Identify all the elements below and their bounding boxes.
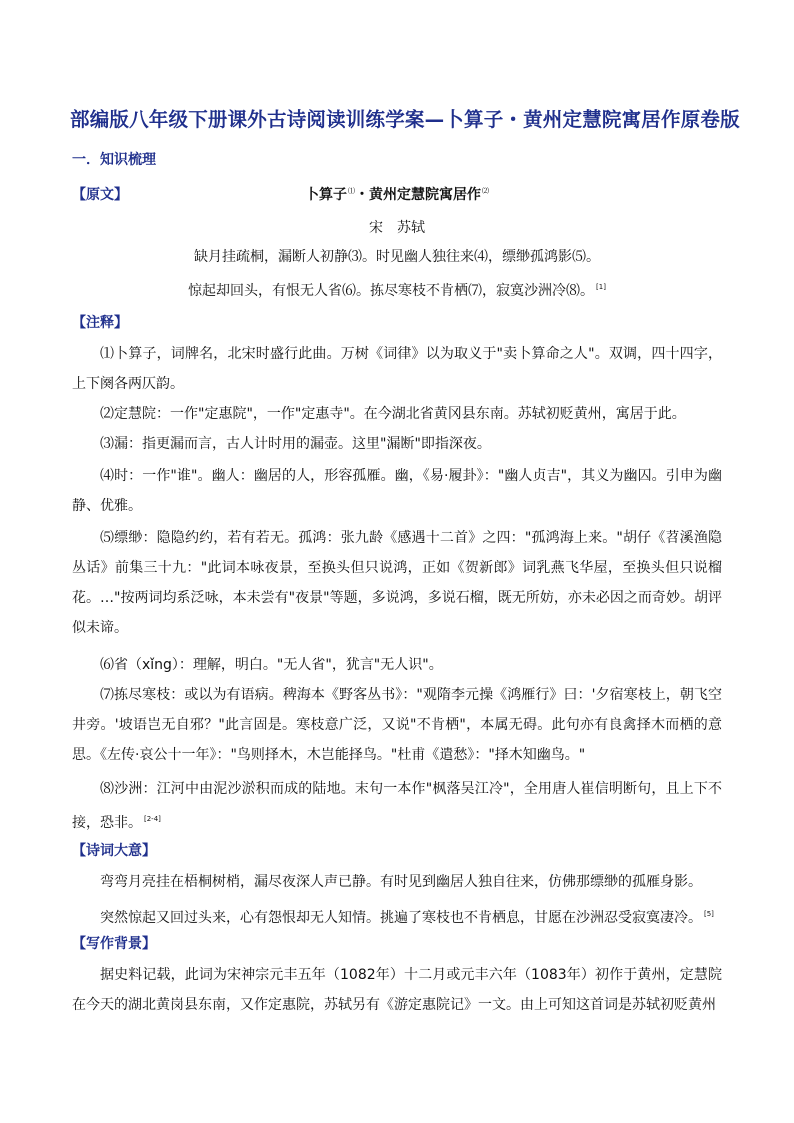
note-5: ⑸缥缈：隐隐约约，若有若无。孤鸿：张九龄《感遇十二首》之四："孤鸿海上来。"胡仔《苕溪渔隐丛话》前集三十九："此词本咏夜景，至换头但只说鸿，正如《贺新郎》词乳燕飞华屋，至换头但只说榴花。…"按两词均系泛咏，本未尝有"夜景"等题，多说鸿，多说石榴，既无所妨，亦未必因之而奇妙。胡评似未谛。 xyxy=(72,530,722,636)
poem-title xyxy=(0,184,794,204)
poem-title-main: 卜算子 xyxy=(305,187,347,203)
document-title: 部编版八年级下册课外古诗阅读训练学案—卜算子・黄州定慧院寓居作原卷版 xyxy=(70,108,740,131)
poem-title-sub: ・黄州定慧院寓居作 xyxy=(355,187,481,203)
note-3: ⑶漏：指更漏而言，古人计时用的漏壶。这里"漏断"即指深夜。 xyxy=(100,436,491,452)
background-label: 【写作背景】 xyxy=(72,936,156,952)
note-8 xyxy=(72,774,722,838)
background-para: 据史料记载，此词为宋神宗元丰五年（1082年）十二月或元丰六年（1083年）初作于黄州，定慧院在今天的湖北黄岗县东南，又作定惠院，苏轼另有《游定惠院记》一文。由上可知这首词是苏轼初贬黄州 xyxy=(72,967,722,1013)
notes-label: 【注释】 xyxy=(72,315,128,331)
note-2: ⑵定慧院：一作"定惠院"，一作"定惠寺"。在今湖北省黄冈县东南。苏轼初贬黄州，寓居于此。 xyxy=(100,406,686,422)
poem-line-1: 缺月挂疏桐，漏断人初静⑶。时见幽人独往来⑷，缥缈孤鸿影⑸。 xyxy=(194,249,600,265)
original-text-label: 【原文】 xyxy=(72,187,128,203)
meaning-para-1: 弯弯月亮挂在梧桐树梢，漏尽夜深人声已静。有时见到幽居人独自往来，仿佛那缥缈的孤雁身影。 xyxy=(100,874,702,890)
footnote-marker: ⑵ xyxy=(482,187,489,195)
citation-marker: [1] xyxy=(596,283,606,291)
note-1: ⑴卜算子，词牌名，北宋时盛行此曲。万树《词律》以为取义于"卖卜算命之人"。双调，四十四字，上下阕各两仄韵。 xyxy=(72,346,722,392)
meaning-para-2 xyxy=(72,899,722,933)
note-6: ⑹省（xǐng）：理解，明白。"无人省"，犹言"无人识"。 xyxy=(100,657,443,673)
footnote-marker: ⑴ xyxy=(348,187,355,195)
citation-marker: [5] xyxy=(704,910,714,918)
poem-line-2 xyxy=(0,280,794,300)
poem-line-2-text: 惊起却回头，有恨无人省⑹。拣尽寒枝不肯栖⑺，寂寞沙洲冷⑻。 xyxy=(188,283,595,299)
section-heading-knowledge: 一．知识梳理 xyxy=(72,152,156,168)
meaning-label: 【诗词大意】 xyxy=(72,843,156,859)
note-8-text: ⑻沙洲：江河中由泥沙淤积而成的陆地。末句一本作"枫落吴江冷"，全用唐人崔信明断句，且上下不接，恐非。 xyxy=(72,781,722,831)
note-7: ⑺拣尽寒枝：或以为有语病。稗海本《野客丛书》："观隋李元操《鸿雁行》曰：'夕宿寒枝上，朝飞空井旁。'坡语岂无自邪？"此言固是。寒枝意广泛，又说"不肯栖"，本属无碍。此句亦有良禽择木而栖的意思。《左传·哀公十一年》："鸟则择木，木岂能择鸟。"杜甫《遣愁》："择木知幽鸟。" xyxy=(72,687,722,763)
note-4: ⑷时：一作"谁"。幽人：幽居的人，形容孤雁。幽，《易·履卦》："幽人贞吉"，其义为幽囚。引申为幽静、优雅。 xyxy=(72,468,722,514)
meaning-para-2-text: 突然惊起又回过头来，心有怨恨却无人知情。挑遍了寒枝也不肯栖息，甘愿在沙洲忍受寂寞凄冷。 xyxy=(100,910,702,926)
poem-author: 宋 苏轼 xyxy=(369,220,425,236)
citation-marker: [2-4] xyxy=(144,815,161,823)
